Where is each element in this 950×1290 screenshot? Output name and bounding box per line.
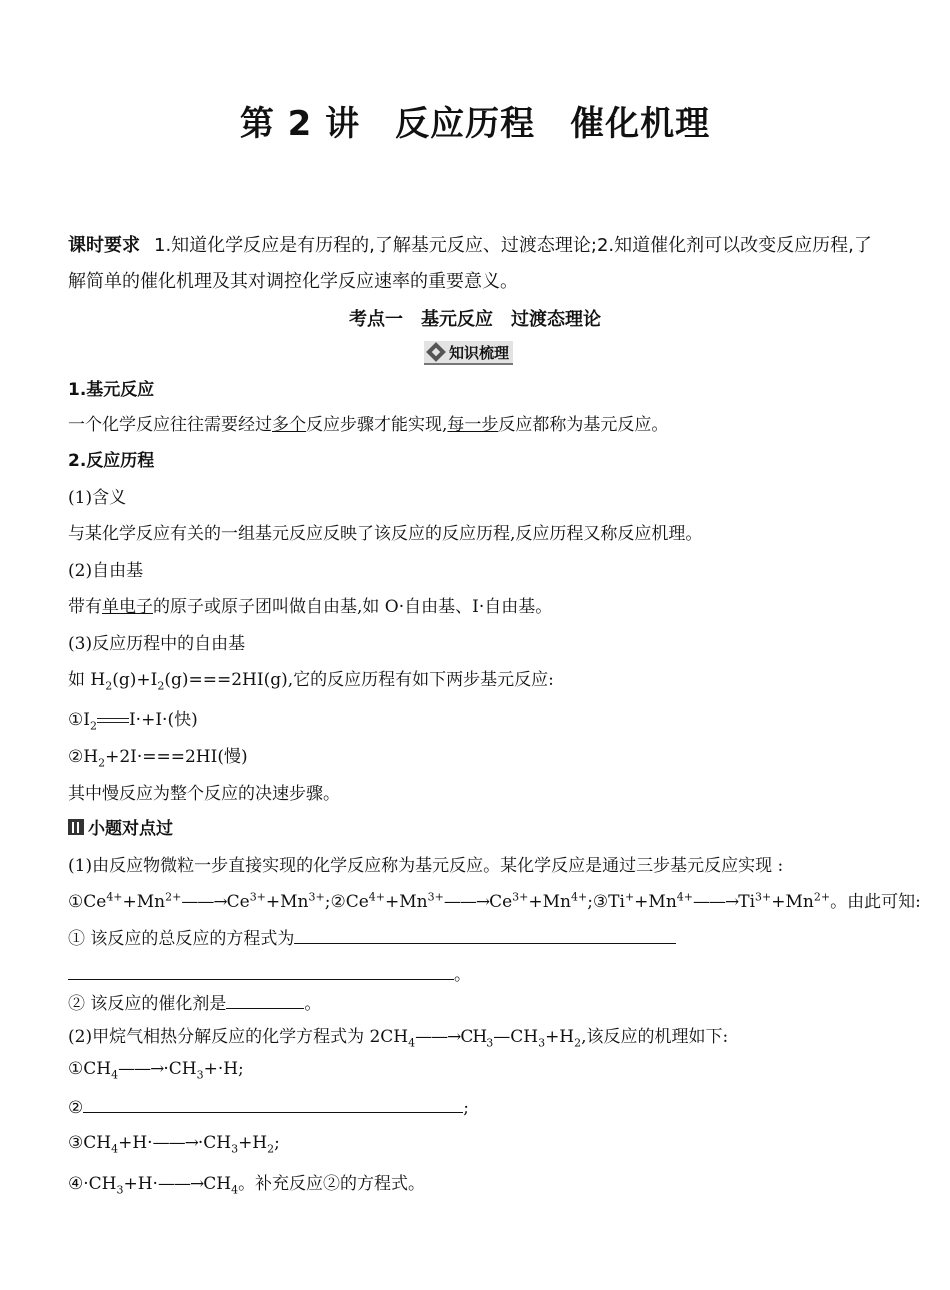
paragraph-radical	[68, 592, 552, 617]
answer-blank[interactable]	[226, 992, 304, 1009]
text-span: 反应步骤才能实现,	[306, 415, 448, 435]
text-span: +2I·===2HI(慢)	[105, 747, 248, 767]
text-span: (g)===2HI(g),它的反应历程有如下两步基元反应:	[164, 670, 554, 690]
text-span: (g)+I	[112, 670, 158, 690]
text-span: ②	[68, 1098, 84, 1118]
q1-sum-line	[68, 924, 676, 949]
requirements-label: 课时要求	[68, 235, 140, 256]
subheading-radical: (2)自由基	[68, 561, 144, 581]
step-1: $①I_2$ I·+I·(快)	[68, 710, 198, 733]
underlined-term: 多个	[272, 415, 306, 435]
text-span: +H	[545, 1027, 575, 1047]
page-title: 第 2 讲 反应历程 催化机理	[239, 104, 711, 144]
answer-blank[interactable]	[68, 963, 454, 980]
q2-step-3: $③CH_4+H\cdot——\to\cdot CH_3+H_2$;	[68, 1133, 280, 1156]
subheading-radical-in-path: (3)反应历程中的自由基	[68, 634, 246, 654]
text-span: 带有	[68, 597, 102, 617]
step-2: $②H_2+2I\cdot===2HI$(慢)	[68, 747, 248, 770]
text-span: ,该反应的机理如下:	[581, 1027, 729, 1047]
underlined-term: 单电子	[102, 597, 153, 617]
answer-blank[interactable]	[83, 1096, 463, 1113]
text-span: ——→CH	[415, 1027, 487, 1047]
text-span: I·+I·(快)	[128, 710, 198, 730]
text-span: 。	[454, 965, 471, 985]
diamond-icon	[426, 342, 446, 362]
underlined-term: 每一步	[447, 415, 499, 435]
requirements	[68, 228, 888, 300]
text-span: 。	[304, 994, 322, 1014]
text-span: ②H	[68, 747, 99, 767]
q2-step-4: $④\cdot CH_3+H\cdot——\to CH_4$。补充反应②的方程式。	[68, 1174, 426, 1197]
heading-elementary-reaction: 1.基元反应	[68, 380, 155, 400]
requirements-text: 1.知道化学反应是有历程的,了解基元反应、过渡态理论;2.知道催化剂可以改变反应历程,了解简单的催化机理及其对调控化学反应速率的重要意义。	[68, 235, 872, 292]
heading-reaction-path: 2.反应历程	[68, 451, 155, 471]
conclusion: 其中慢反应为整个反应的决速步骤。	[68, 784, 340, 804]
text-span: ② 该反应的催化剂是	[68, 994, 227, 1014]
text-span: (2)甲烷气相热分解反应的化学方程式为 2CH	[68, 1027, 409, 1047]
text-span: ①I	[68, 710, 90, 730]
q1-intro: (1)由反应物微粒一步直接实现的化学反应称为基元反应。某化学反应是通过三步基元反应实现 :	[68, 856, 784, 876]
text-span: 一个化学反应往往需要经过	[68, 415, 272, 435]
knowledge-badge	[424, 341, 513, 365]
answer-blank[interactable]	[294, 927, 676, 944]
text-span: —CH	[493, 1027, 539, 1047]
text-span: ;	[463, 1098, 469, 1118]
subheading-meaning: (1)含义	[68, 488, 127, 508]
practice-icon	[68, 819, 84, 835]
q2-intro: (2)甲烷气相热分解反应的化学方程式为 $2CH_4——\to CH_3—CH_3+H_2$,该反应的机理如下:	[68, 1027, 729, 1050]
example-intro: 如 $H_2(g)+I_2(g)===2HI(g)$,它的反应历程有如下两步基元反应:	[68, 670, 554, 693]
text-span: ① 该反应的总反应的方程式为	[68, 929, 295, 949]
q2-step-2	[68, 1096, 469, 1118]
paragraph-meaning: 与某化学反应有关的一组基元反应反映了该反应的反应历程,反应历程又称反应机理。	[68, 524, 703, 544]
text-span: 如 H	[68, 670, 106, 690]
text-span: 反应都称为基元反应。	[498, 415, 669, 435]
practice-heading	[68, 814, 173, 839]
q2-step-1: $①CH_4——\to\cdot CH_3+\cdot H$;	[68, 1059, 244, 1082]
q1-equations: $①Ce^{4+}+Mn^{2+}——\to Ce^{3+}+Mn^{3+};②Ce^{4+}+Mn^{3+}——\to Ce^{3+}+Mn^{4+};③Ti^++Mn^{4+}——\to Ti^{3+}+Mn^{2+}$。由此可知:	[68, 890, 921, 912]
text-span: 的原子或原子团叫做自由基,如 O·自由基、I·自由基。	[153, 597, 553, 617]
practice-heading-label: 小题对点过	[88, 819, 173, 839]
badge-label: 知识梳理	[449, 343, 510, 362]
section-title: 考点一 基元反应 过渡态理论	[349, 309, 601, 330]
q1-sum-line-2	[68, 960, 471, 985]
q1-catalyst-line	[68, 989, 321, 1014]
text-span: 。补充反应②的方程式。	[238, 1174, 426, 1194]
paragraph-elementary-reaction	[68, 410, 668, 435]
equilibrium-arrow-icon	[97, 716, 129, 726]
